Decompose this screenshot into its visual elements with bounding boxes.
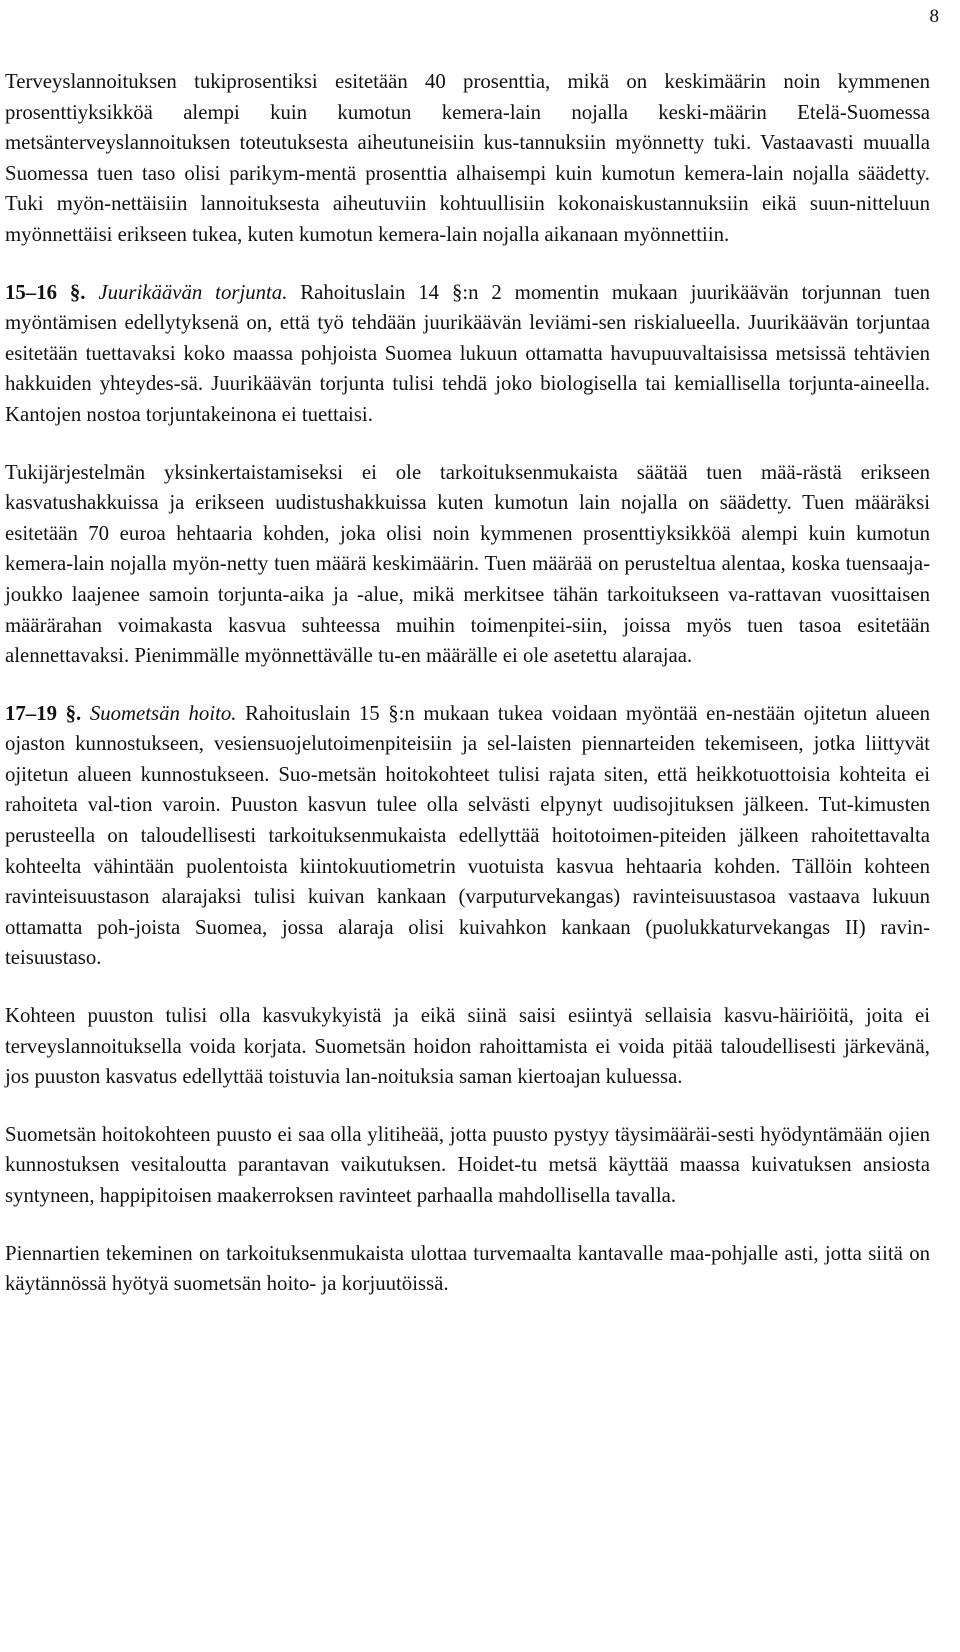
paragraph-tukijarjestelma	[5, 458, 930, 672]
page-number: 8	[929, 6, 939, 27]
section-title: Juurikäävän torjunta.	[98, 280, 288, 304]
paragraph-text: Rahoituslain 14 §:n 2 momentin mukaan juurikäävän torjunnan tuen myöntämisen edellytyksenä on, että työ tehdään juurikäävän leviämi-sen riskialueella. Juurikäävän torjuntaa esitetään tuettavaksi koko maassa pohjoista Suomea lukuun ottamatta havupuuvaltaisissa metsissä tehtävien hakkuiden yhteydes-sä. Juurikäävän torjunta tulisi tehdä joko biologisella tai kemiallisella torjunta-aineella. Kantojen nostoa torjuntakeinona ei tuettaisi.	[5, 280, 930, 426]
paragraph-tukiprosentti	[5, 67, 930, 251]
paragraph-text: Rahoituslain 15 §:n mukaan tukea voidaan myöntää en-nestään ojitetun alueen ojaston kunnostukseen, vesiensuojelutoimenpiteisiin ja sel-laisten piennarteiden tekemiseen, jotka liittyvät ojitetun alueen kunnostukseen. Suo-metsän hoitokohteet tulisi rajata siten, että heikkotuottoisia kohteita ei rahoiteta val-tion varoin. Puuston kasvun tulee olla selvästi elpynyt uudisojituksen jälkeen. Tut-kimusten perusteella on taloudellisesti tarkoituksenmukaista edellyttää hoitotoimen-piteiden jälkeen rahoitettavalta kohteelta vähintään puolentoista kiintokuutiometrin vuotuista kasvua hehtaaria kohden. Tällöin kohteen ravinteisuustason alarajaksi tulisi kuivan kankaan (varputurvekangas) ravinteisuustasoa vastaava lukuun ottamatta poh-joista Suomea, jossa alaraja olisi kuivahkon kankaan (puolukkaturvekangas II) ravin-teisuustaso.	[5, 701, 931, 970]
document-body	[5, 67, 930, 1327]
paragraph-kohteen-puusto	[5, 1001, 930, 1093]
paragraph-text: Kohteen puuston tulisi olla kasvukykyistä ja eikä siinä saisi esiintyä sellaisia kasvu-häiriöitä, joita ei terveyslannoituksella voida korjata. Suometsän hoidon rahoittamista ei voida pitää taloudellisesti järkevänä, jos puuston kasvatus edellyttää toistuvia lan-noituksia saman kiertoajan kuluessa.	[5, 1004, 930, 1089]
paragraph-juurikaapa	[5, 278, 930, 431]
paragraph-ylitiheys	[5, 1120, 930, 1212]
paragraph-text: Tukijärjestelmän yksinkertaistamiseksi ei ole tarkoituksenmukaista säätää tuen mää-rästä erikseen kasvatushakkuissa ja erikseen uudistushakkuissa kuten kumotun lain nojalla on säädetty. Tuen määräksi esitetään 70 euroa hehtaaria kohden, joka olisi noin kymmenen prosenttiyksikköä alempi kuin kumotun kemera-lain nojalla myön-netty tuen määrä keskimäärin. Tuen määrää on perusteltua alentaa, koska tuensaaja-joukko laajenee samoin torjunta-aika ja -alue, mikä merkitsee tähän tarkoitukseen va-rattavan vuosittaisen määrärahan voimakasta kasvua suhteessa muihin toimenpitei-siin, joissa myös tuen tasoa esitetään alennettavaksi. Pienimmälle myönnettävälle tu-en määrälle ei ole asetettu alarajaa.	[5, 460, 930, 668]
section-number: 15–16 §.	[5, 280, 86, 304]
paragraph-piennartiet	[5, 1239, 930, 1300]
paragraph-text: Suometsän hoitokohteen puusto ei saa olla ylitiheää, jotta puusto pystyy täysimääräi-sesti hyödyntämään ojien kunnostuksen vesitaloutta parantavan vaikutuksen. Hoidet-tu metsä käyttää maassa kuivatuksen ansiosta syntyneen, happipitoisen maakerroksen ravinteet parhaalla mahdollisella tavalla.	[5, 1122, 930, 1207]
section-title: Suometsän hoito.	[89, 701, 237, 725]
paragraph-text: Terveyslannoituksen tukiprosentiksi esitetään 40 prosenttia, mikä on keskimäärin noin kymmenen prosenttiyksikköä alempi kuin kumotun kemera-lain nojalla keski-määrin Etelä-Suomessa metsänterveyslannoituksen toteutuksesta aiheutuneisiin kus-tannuksiin myönnetty tuki. Vastaavasti muualla Suomessa tuen taso olisi parikym-mentä prosenttia alhaisempi kuin kumotun kemera-lain nojalla säädetty. Tuki myön-nettäisiin lannoituksesta aiheutuviin kohtuullisiin kokonaiskustannuksiin eikä suun-nitteluun myönnettäisi erikseen tukea, kuten kumotun kemera-lain nojalla aikanaan myönnettiin.	[5, 70, 930, 246]
paragraph-suometsan-hoito	[5, 699, 930, 974]
paragraph-text: Piennartien tekeminen on tarkoituksenmukaista ulottaa turvemaalta kantavalle maa-pohjalle asti, jotta siitä on käytännössä hyötyä suometsän hoito- ja korjuutöissä.	[5, 1241, 930, 1296]
section-number: 17–19 §.	[5, 701, 82, 725]
